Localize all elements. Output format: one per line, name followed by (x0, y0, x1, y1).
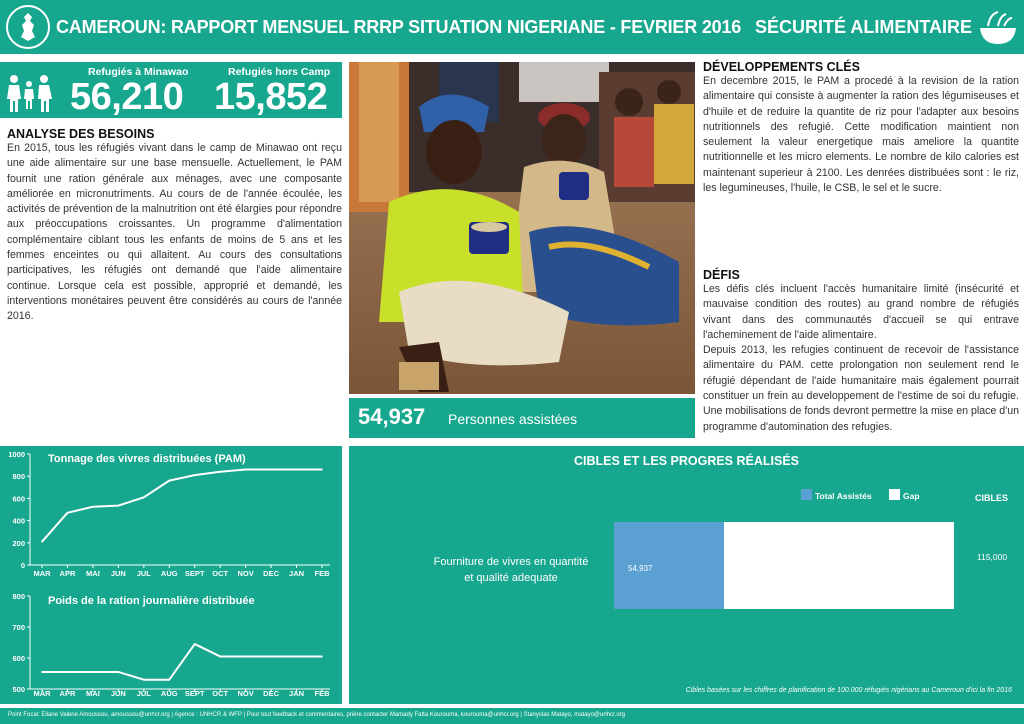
page-title: CAMEROUN: RAPPORT MENSUEL RRRP SITUATION NIGERIANE - FEVRIER 2016 (56, 17, 742, 37)
minawao-value: 56,210 (70, 76, 184, 118)
food-bowl-icon (976, 6, 1020, 50)
chart-1-point (245, 656, 247, 658)
chart-0-point (118, 505, 120, 507)
legend-assisted-swatch (801, 489, 812, 500)
chart-0-point (296, 469, 298, 471)
assisted-people-bar (349, 398, 695, 438)
assisted-value: 54,937 (358, 404, 426, 429)
bar-assisted-value: 54,937 (628, 564, 653, 573)
chart-1-point (143, 679, 145, 681)
chart-0-x-tick-label: SEPT (184, 569, 205, 578)
key-developments-title: DÉVELOPPEMENTS CLÉS (703, 60, 860, 74)
chart-0-x-tick-label: JUN (110, 569, 126, 578)
chart-1-point (92, 671, 94, 673)
chart-1-x-tick-label: APR (59, 689, 76, 698)
chart-0-y-tick-label: 200 (12, 538, 25, 548)
bar-gap (724, 522, 954, 609)
challenges-paragraph-2: Depuis 2013, les refugies continuent de recevoir de l'assistance alimentaire du PAM. cette prolongation non seulement rend le réfugié dépendant de l'aide humanitaire mais également pourrait constituer un frein au developpement de l'estime de soi du refugie. Une mobilisations de fonds devront permettre la mise en place d'un programme d'automination des refugies. (703, 344, 1019, 433)
chart-0-x-tick-label: MAI (86, 569, 100, 578)
chart-1-point (168, 679, 170, 681)
targets-footnote: Cibles basées sur les chiffres de planification de 100.000 réfugiés nigérians au Cameroun d'ici la fin 2016 (685, 687, 1012, 694)
chart-0-y-tick-label: 600 (12, 494, 25, 504)
chart-1-point (296, 656, 298, 658)
chart-1-x-tick-label: FEB (314, 689, 330, 698)
charts-panel (0, 446, 342, 704)
minawao-label: Refugiés à Minawao (88, 66, 189, 78)
chart-1-point (219, 656, 221, 658)
legend-gap-swatch (889, 489, 900, 500)
chart-0-y-tick-label: 800 (12, 472, 25, 482)
chart-0-point (92, 506, 94, 508)
chart-0-point (270, 469, 272, 471)
chart-0-x-tick-label: DEC (263, 569, 280, 578)
chart-1-series-line (42, 644, 322, 680)
chart-0-point (321, 469, 323, 471)
chart-1-x-tick-label: NOV (237, 689, 254, 698)
key-developments-text: En decembre 2015, le PAM a procedé à la revision de la ration alimentaire qui consiste à augmenter la ration des légumiseuses et d'huile et de reduire la quantite de riz pour l'adapter aux besoins nutritionnels des refugié. Cette modification maintient non seulement la valeur energetique mais ameliore la quantite nutritionnelle et les micro elements. Le nombre de kilo calories est maintenant superieur à 2100. Les denrées distribuées sont : le riz, les legumineuses, l'huile, le CSB, le sel et le sucre. (703, 75, 1019, 195)
people-icon (4, 70, 54, 114)
targets-row-label: Fourniture de vivres en quantité et qualité adequate (433, 556, 589, 584)
chart-0-series-line (42, 470, 322, 542)
assisted-label: Personnes assistées (448, 411, 578, 427)
chart-1-y-tick-label: 500 (12, 685, 25, 694)
chart-1-point (41, 671, 43, 673)
outside-camp-value: 15,852 (214, 76, 328, 118)
chart-0-x-tick-label: MAR (33, 569, 51, 578)
bar-total-assisted (614, 522, 724, 609)
header-banner (0, 0, 1024, 54)
chart-0-point (67, 512, 69, 514)
chart-1-title: Poids de la ration journalière distribuée (48, 595, 255, 607)
legend-assisted-label: Total Assistés (815, 491, 872, 501)
chart-0-y-tick-label: 400 (12, 516, 25, 526)
chart-0-title: Tonnage des vivres distribuées (PAM) (48, 453, 246, 465)
cameroon-map-logo-icon (6, 5, 50, 49)
challenges-paragraph-1: Les défis clés incluent l'accès humanitaire limité (insécurité et mauvaise condition des routes) au grand nombre de réfugiés vivant dans des communautés d'accueil se qui entrave l'acheminement de l'aide alimentaire. (703, 283, 1019, 341)
chart-1-x-tick-label: OCT (212, 689, 229, 698)
target-value: 115,000 (977, 552, 1008, 562)
sector-title: SÉCURITÉ ALIMENTAIRE (755, 17, 973, 37)
targets-column-header: CIBLES (975, 493, 1009, 503)
chart-0-x-tick-label: NOV (237, 569, 254, 578)
chart-0-x-tick-label: FEB (314, 569, 330, 578)
chart-0-point (143, 496, 145, 498)
chart-1-x-tick-label: JUN (110, 689, 126, 698)
challenges-title: DÉFIS (703, 268, 740, 282)
line-charts (0, 446, 342, 704)
chart-1-point (270, 656, 272, 658)
needs-analysis-text: En 2015, tous les réfugiés vivant dans le camp de Minawao ont reçu une aide alimentaire sur une base mensuelle. Actuellement, le PAM fournit une ration générale aux ménages, avec une composante améliorée en micronutriments. Au cours de de l'année écoulée, les activités de prévention de la malnutrition ont été élargies pour répondre aux préoccupations croissantes. Un programme d'alimentation complémentaire ciblant tous les enfants de moins de 5 ans et les femmes enceintes ou qui allaitent. Au cours des consultations participatives, les réfugiés ont demandé que l'aide alimentaire continue. Lorsque cela est possible, approprié et demandé, les interventions monétaires peuvent être considérés au cours de l'année 2016. (7, 142, 342, 323)
chart-1-x-tick-label: SEPT (184, 689, 205, 698)
refugee-stats-bar (0, 62, 342, 118)
chart-0-point (41, 541, 43, 543)
chart-0-x-tick-label: JUL (136, 569, 151, 578)
targets-title: CIBLES ET LES PROGRES RÉALISÉS (573, 454, 800, 468)
chart-1-y-tick-label: 700 (12, 623, 25, 632)
chart-1-x-tick-label: AUG (160, 689, 178, 698)
chart-1-x-tick-label: JAN (289, 689, 305, 698)
chart-1-y-tick-label: 800 (12, 592, 25, 601)
footer-contacts: Point Focal: Eliane Valerie Amoussou, amoussou@unhcr.org | Agence : UNHCR & WFP | Pour tout feedback et commentaires, prière contacter Mamady Fatta Kourouma, kourouma@unhcr.org | Stanyslas Matayo, matayo@unhcr.org (0, 708, 1024, 724)
chart-1-x-tick-label: MAI (86, 689, 100, 698)
chart-0-x-tick-label: APR (59, 569, 76, 578)
chart-0-point (245, 469, 247, 471)
chart-1-point (194, 643, 196, 645)
chart-1-x-tick-label: JUL (136, 689, 151, 698)
chart-1-point (321, 656, 323, 658)
chart-1-y-tick-label: 600 (12, 654, 25, 663)
targets-panel (349, 446, 1024, 704)
chart-1-point (67, 671, 69, 673)
chart-1-point (118, 671, 120, 673)
chart-1-x-tick-label: DEC (263, 689, 280, 698)
chart-0-x-tick-label: AUG (160, 569, 178, 578)
needs-analysis-title: ANALYSE DES BESOINS (7, 127, 155, 141)
chart-0-point (219, 471, 221, 473)
chart-0-y-tick-label: 1000 (8, 450, 25, 459)
chart-0-x-tick-label: OCT (212, 569, 229, 578)
chart-0-y-tick-label: 0 (20, 561, 25, 570)
chart-1-x-tick-label: MAR (33, 689, 51, 698)
chart-0-point (168, 480, 170, 482)
refugee-children-photo (349, 62, 695, 394)
outside-camp-label: Refugiés hors Camp (228, 66, 331, 78)
chart-0-point (194, 474, 196, 476)
legend-gap-label: Gap (903, 491, 920, 501)
chart-0-x-tick-label: JAN (289, 569, 305, 578)
challenges-text (703, 282, 1019, 435)
